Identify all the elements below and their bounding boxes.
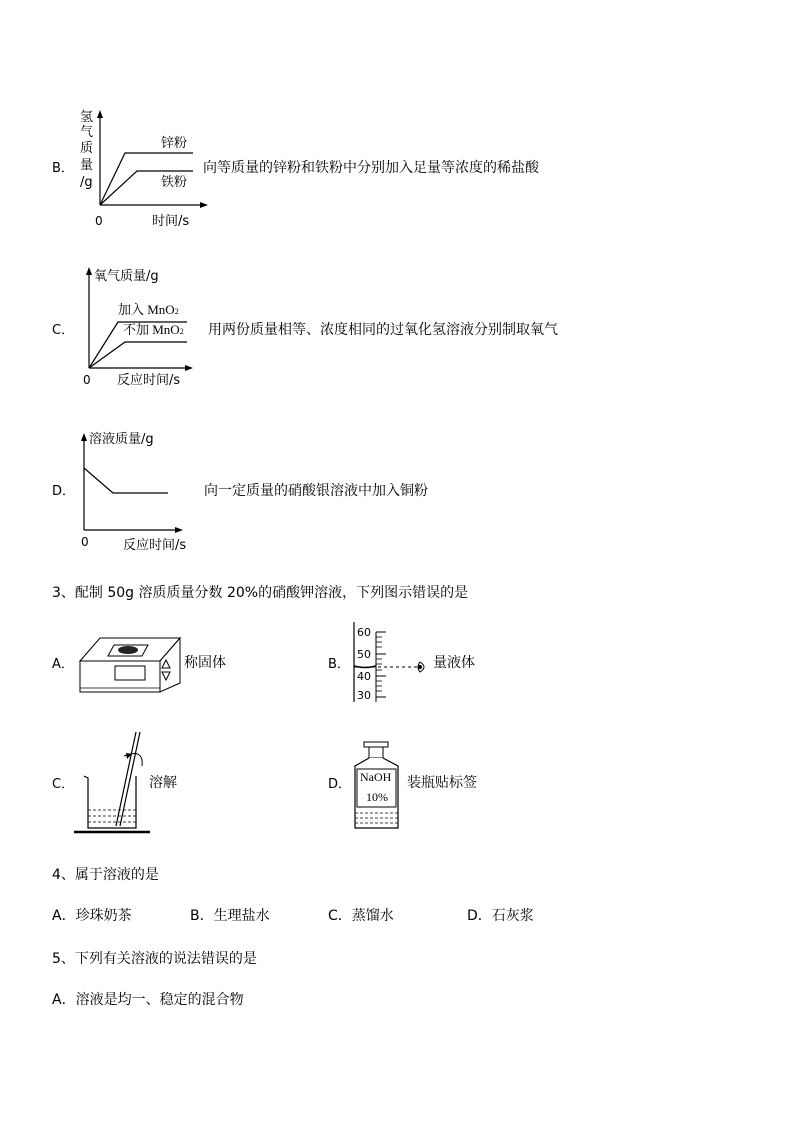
bottle-label-line-1: NaOH [360,770,392,784]
glass-rod [116,732,136,826]
q4-option-a: A．珍珠奶茶 [52,908,132,924]
q3-option-a-text: 称固体 [184,655,226,671]
q4-option-c: C．蒸馏水 [328,908,394,924]
balance-illustration [78,636,188,696]
graph-c-origin: 0 [83,373,91,387]
option-b-description: 向等质量的锌粉和铁粉中分别加入足量等浓度的稀盐酸 [203,160,539,176]
question-3: 3、配制 50g 溶质质量分数 20%的硝酸钾溶液，下列图示错误的是 [52,585,469,601]
graph-b-series-zinc: 锌粉 [161,136,188,151]
q3-option-b-text: 量液体 [433,655,475,671]
graph-b-series-iron: 铁粉 [161,175,188,190]
graph-d-origin: 0 [81,535,89,549]
graph-b-ylabel-2: 气 [80,125,94,140]
bottle-illustration [350,738,410,833]
cylinder-tick-60: 60 [357,626,371,639]
option-d-label: D． [52,484,76,499]
graph-b-ylabel-3: 质 [80,141,94,156]
q4-option-b: B．生理盐水 [190,908,270,924]
option-d-description: 向一定质量的硝酸银溶液中加入铜粉 [204,483,428,499]
question-4: 4、属于溶液的是 [52,867,159,883]
graph-b-ylabel-1: 氢 [80,110,94,125]
question-5: 5、下列有关溶液的说法错误的是 [52,951,257,967]
graph-b-origin: 0 [95,214,103,228]
option-c-label: C． [52,323,75,338]
option-b-label: B． [52,161,74,176]
graph-c-series-without-mno2: 不加 MnO2 [123,322,184,337]
q3-option-a-label: A． [52,657,74,672]
q3-option-d-text: 装瓶贴标签 [407,775,477,791]
graph-b-axes [95,110,215,220]
q3-option-c-text: 溶解 [149,775,177,791]
option-c-description: 用两份质量相等、浓度相同的过氧化氢溶液分别制取氧气 [208,322,558,338]
cylinder-tick-50: 50 [357,648,371,661]
graph-c-no-mno2-line [89,342,187,368]
graph-d-xlabel: 反应时间/s [123,538,187,553]
bottle-label-line-2: 10% [366,790,388,804]
q3-option-d-label: D． [328,777,352,792]
graph-c-ylabel: 氧气质量/g [94,269,159,284]
graph-d-ylabel: 溶液质量/g [89,432,154,447]
graph-b-xlabel: 时间/s [152,214,190,229]
q5-option-a: A．溶液是均一、稳定的混合物 [52,992,244,1008]
cylinder-tick-30: 30 [357,689,371,702]
graph-b-ylabel-4: 量 [80,158,94,173]
q4-option-d: D．石灰浆 [467,908,534,924]
q3-option-c-label: C． [52,777,75,792]
graph-d-line [84,468,168,493]
q3-option-b-label: B． [328,657,350,672]
graph-b-ylabel-5: /g [80,175,93,190]
graph-c-series-with-mno2: 加入 MnO2 [118,302,179,317]
cylinder-tick-40: 40 [357,670,371,683]
graph-c-xlabel: 反应时间/s [117,373,181,388]
